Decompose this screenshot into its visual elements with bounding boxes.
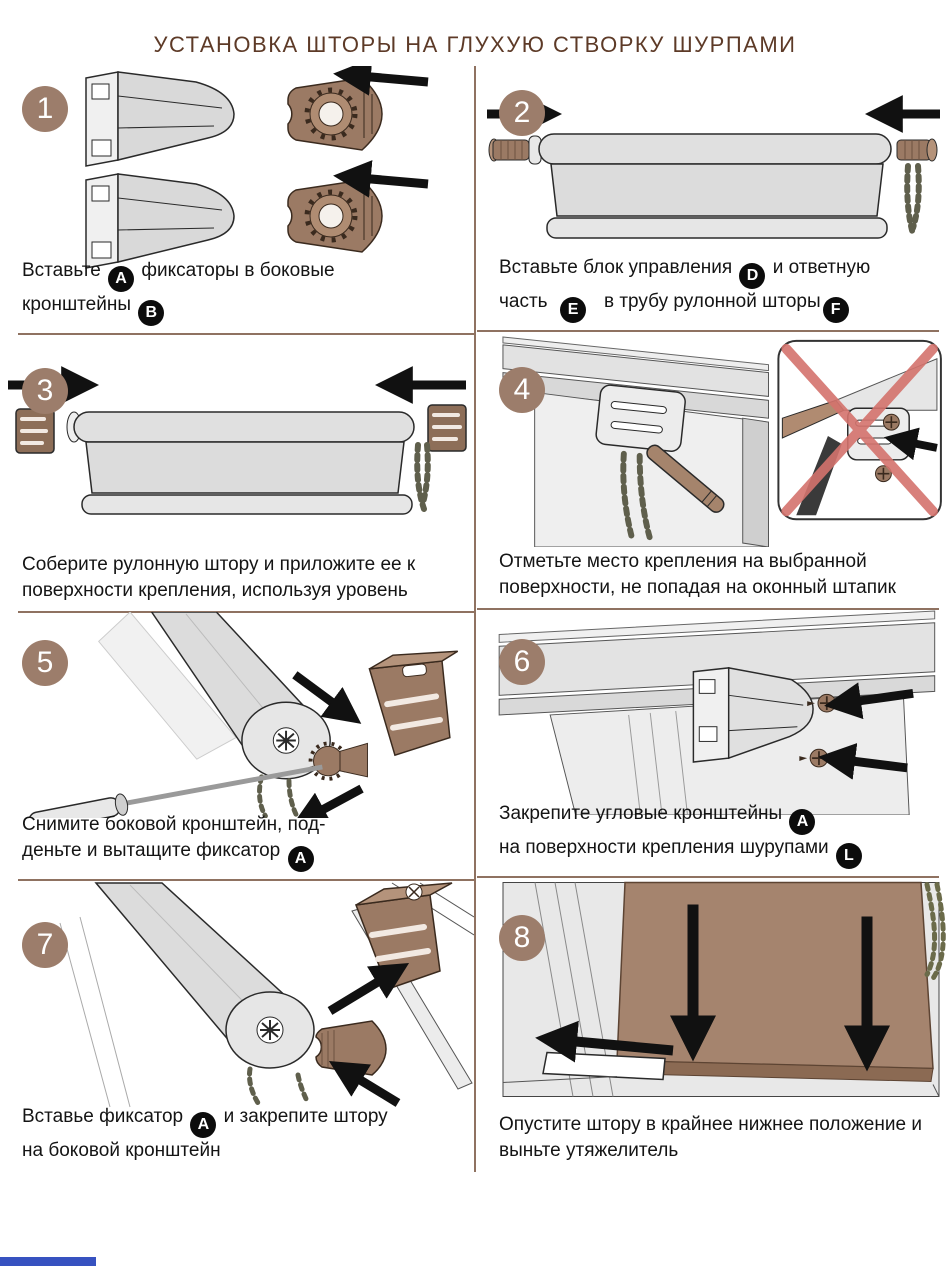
- step-8-cell: [477, 877, 950, 1172]
- bottom-blue-strip: [0, 1257, 96, 1266]
- wrong-position-inset: [778, 341, 940, 519]
- step-caption: Вставье фиксатор A и закрепите штору на боковой кронштейн: [22, 1105, 388, 1161]
- illustration-step-6: [477, 609, 950, 815]
- corner-bracket: [369, 651, 457, 755]
- attach-arrow-bottom: [352, 1075, 398, 1103]
- illustration-step-8: [477, 877, 950, 1110]
- page-title: УСТАНОВКА ШТОРЫ НА ГЛУХУЮ СТВОРКУ ШУРПАМИ: [153, 32, 797, 57]
- corner-bracket: [356, 883, 452, 989]
- illustration-step-7: [0, 880, 474, 1110]
- step-7-cell: [0, 880, 474, 1172]
- attach-arrow-top: [330, 977, 386, 1011]
- step-caption: Опустите штору в крайнее нижнее положение и выньте утяжелитель: [499, 1113, 922, 1161]
- step-caption: Соберите рулонную штору и приложите ее к поверхности крепления, используя уровень: [22, 553, 416, 601]
- illustration-step-4: [477, 331, 950, 547]
- step-badge: 3: [22, 368, 68, 414]
- part-marker-a: A: [108, 266, 134, 292]
- control-unit-plug: [489, 136, 541, 164]
- illustration-step-2: [477, 66, 950, 269]
- step-badge: 7: [22, 922, 68, 968]
- curtain-fabric: [86, 442, 404, 493]
- roller-tube: [539, 134, 891, 164]
- illustration-step-1: [0, 66, 474, 272]
- part-marker-l: L: [836, 843, 862, 869]
- step-2-cell: [477, 66, 950, 331]
- screwdriver: [27, 767, 322, 818]
- step-4-cell: [477, 331, 950, 609]
- bead-chain: [417, 445, 428, 509]
- control-unit-bracket: [595, 384, 686, 452]
- side-bracket-left: [16, 409, 54, 453]
- step-caption: Снимите боковой кронштейн, под- деньте и вытащите фиксатор A: [22, 812, 468, 872]
- step-badge: 4: [499, 367, 545, 413]
- bead-chain: [259, 777, 296, 816]
- part-marker-a: A: [789, 809, 815, 835]
- part-marker-a: A: [288, 846, 314, 872]
- step-5-cell: [0, 612, 474, 880]
- chain-side-plug: [897, 139, 937, 161]
- step-1-cell: [0, 66, 474, 334]
- step-caption: Вставьте блок управления D и ответную часть E в трубу рулонной шторы F: [499, 255, 944, 323]
- step-caption: Отметьте место крепления на выбранной поверхности, не попадая на оконный штапик: [499, 550, 896, 598]
- step-3-cell: [0, 334, 474, 612]
- step-badge: 5: [22, 640, 68, 686]
- step-badge: 1: [22, 86, 68, 132]
- step-6-cell: [477, 609, 950, 877]
- part-marker-d: D: [739, 263, 765, 289]
- step-badge: 2: [499, 90, 545, 136]
- pull-arrow: [314, 789, 361, 815]
- bead-chain: [907, 166, 919, 234]
- part-marker-e: E: [560, 297, 586, 323]
- step-badge: 8: [499, 915, 545, 961]
- divider-vertical: [474, 66, 476, 1172]
- bead-chain: [249, 1069, 308, 1103]
- step-badge: 6: [499, 639, 545, 685]
- part-marker-a: A: [190, 1112, 216, 1138]
- side-bracket-right: [428, 405, 466, 451]
- weight-bar: [547, 218, 887, 238]
- fixator-clip: [316, 1021, 386, 1075]
- weight-bar: [82, 495, 412, 514]
- gear-hub: [276, 731, 296, 751]
- gear-hub: [260, 1020, 280, 1040]
- illustration-step-5: [0, 612, 474, 818]
- part-marker-f: F: [823, 297, 849, 323]
- curtain-panel: [617, 883, 933, 1069]
- illustration-step-3: [0, 334, 474, 550]
- part-marker-b: B: [138, 300, 164, 326]
- step-caption: Закрепите угловые кронштейны A на поверхности крепления шурупами L: [499, 801, 944, 869]
- step-caption: Вставьте A фиксаторы в боковые кронштейны B: [22, 258, 468, 326]
- curtain-fabric: [551, 164, 883, 216]
- screw: [883, 414, 899, 430]
- roller-tube: [74, 412, 414, 442]
